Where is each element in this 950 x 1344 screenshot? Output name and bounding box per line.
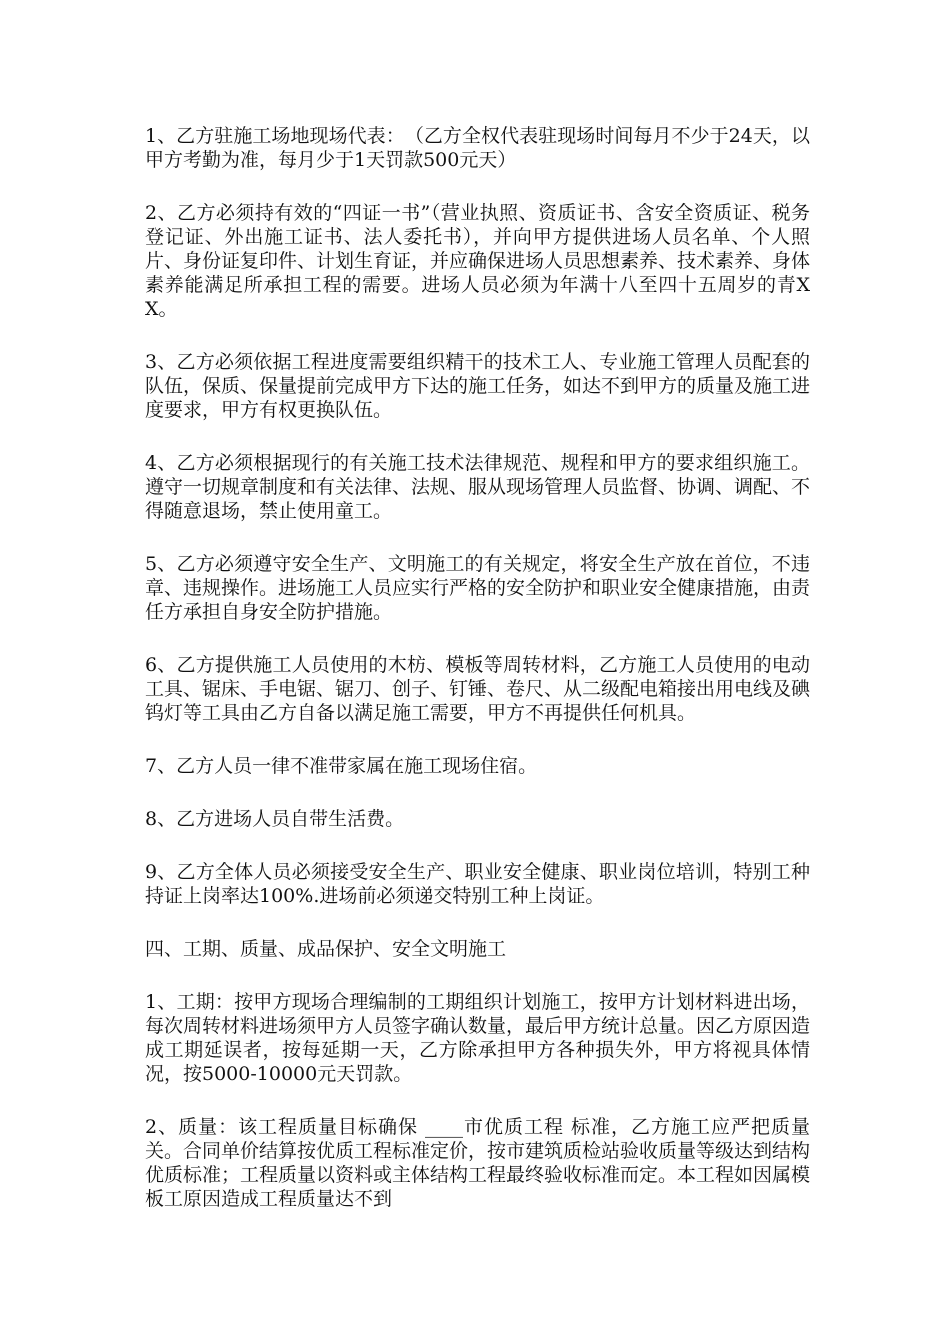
clause-3-team-organization: 3、乙方必须依据工程进度需要组织精干的技术工人、专业施工管理人员配套的队伍，保质、保量提前完成甲方下达的施工任务，如达不到甲方的质量及施工进度要求，甲方有权更换队伍。 [145,351,811,421]
clause-1-site-representative: 1、乙方驻施工场地现场代表： （乙方全权代表驻现场时间每月不少于24天，以甲方考勤为准，每月少于1天罚款500元天） [145,125,810,171]
clause-4-construction-rules: 4、乙方必须根据现行的有关施工技术法律规范、规程和甲方的要求组织施工。遵守一切规章制度和有关法律、法规、服从现场管理人员监督、协调、调配、不得随意退场，禁止使用童工。 [145,452,811,522]
clause-9-training: 9、乙方全体人员必须接受安全生产、职业安全健康、职业岗位培训，特别工种持证上岗率达100%.进场前必须递交特别工种上岗证。 [145,861,810,907]
clause-6-materials-tools: 6、乙方提供施工人员使用的木枋、模板等周转材料，乙方施工人员使用的电动工具、锯床、手电锯、锯刀、创子、钉锤、卷尺、从二级配电箱接出用电线及碘钨灯等工具由乙方自备以满足施工需要，甲方不再提供任何机具。 [145,654,811,724]
section-4-heading: 四、工期、质量、成品保护、安全文明施工 [145,938,507,960]
document-page [145,124,810,1240]
section-4-clause-2-quality: 2、质量：该工程质量目标确保 ____市优质工程 标准，乙方施工应严把质量关。合同单价结算按优质工程标准定价，按市建筑质检站验收质量等级达到结构优质标准；工程质量以资料或主体结构工程最终验收标准而定。本工程如因属模板工原因造成工程质量达不到 [145,1116,811,1210]
clause-8-living-expenses: 8、乙方进场人员自带生活费。 [145,808,405,830]
clause-2-certificates: 2、乙方必须持有效的“四证一书”（营业执照、资质证书、含安全资质证、税务登记证、外出施工证书、法人委托书），并向甲方提供进场人员名单、个人照片、身份证复印件、计划生育证，并应确保进场人员思想素养、技术素养、身体素养能满足所承担工程的需要。进场人员必须为年满十八至四十五周岁的青XX。 [145,202,811,320]
clause-5-safety: 5、乙方必须遵守安全生产、文明施工的有关规定，将安全生产放在首位，不违章、违规操作。进场施工人员应实行严格的安全防护和职业安全健康措施，由责任方承担自身安全防护措施。 [145,553,811,623]
clause-7-no-family: 7、乙方人员一律不准带家属在施工现场住宿。 [145,755,538,777]
section-4-clause-1-schedule: 1、工期：按甲方现场合理编制的工期组织计划施工，按甲方计划材料进出场，每次周转材料进场须甲方人员签字确认数量，最后甲方统计总量。因乙方原因造成工期延误者，按每延期一天，乙方除承担甲方各种损失外，甲方将视具体情况，按5000-10000元天罚款。 [145,991,811,1085]
